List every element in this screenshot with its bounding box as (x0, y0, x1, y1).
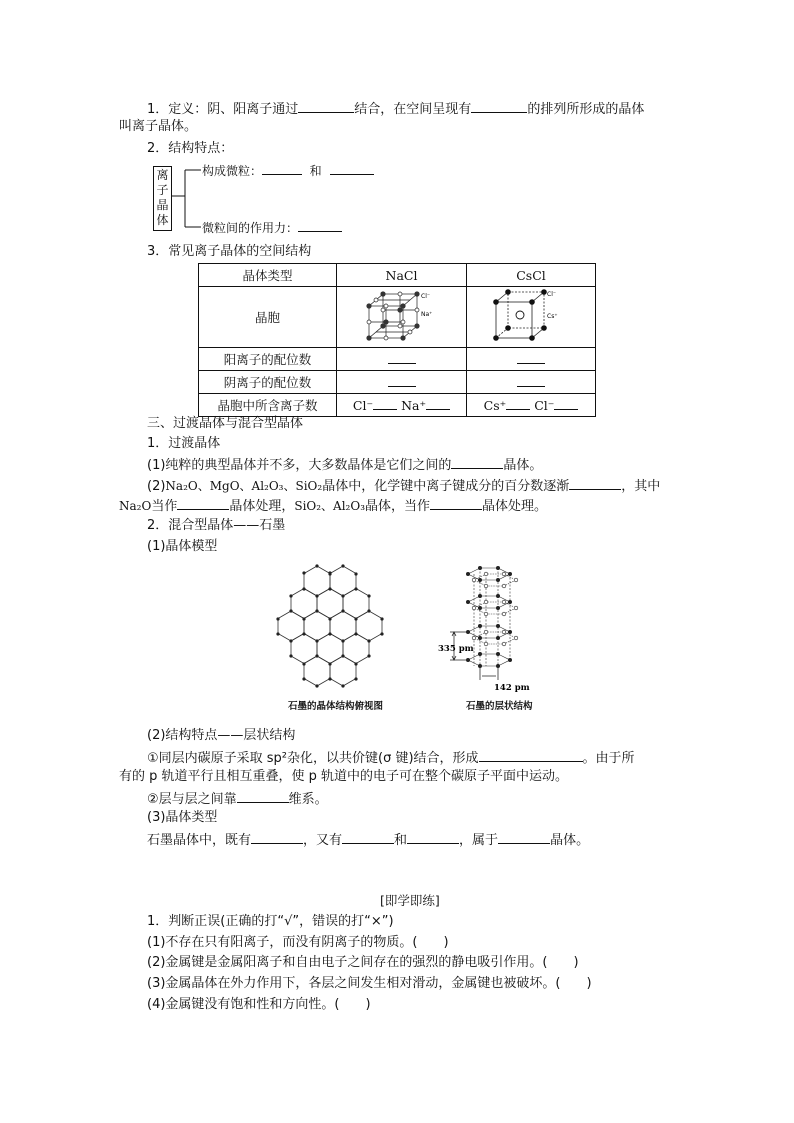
carbon-atom (341, 564, 344, 567)
carbon-atom (380, 632, 383, 635)
carbon-atom (302, 587, 305, 590)
carbon-atom (341, 594, 344, 597)
blank[interactable] (569, 477, 621, 490)
dim-335: 335 pm (438, 644, 474, 654)
section3-title: 3．常见离子晶体的空间结构 (147, 244, 312, 259)
carbon-atom (380, 617, 383, 620)
ionic-crystal-table (198, 263, 596, 417)
carbon-atom (354, 587, 357, 590)
nacl-cation-cell (337, 348, 467, 371)
and-label: 和 (309, 164, 322, 178)
transition-p3: Na₂O当作 晶体处理，SiO₂、Al₂O₃晶体，当作 晶体处理。 (119, 499, 548, 514)
part3-title: 三、过渡晶体与混合型晶体 (147, 416, 304, 431)
carbon-atom (341, 609, 344, 612)
carbon-atom (367, 594, 370, 597)
blank[interactable] (342, 831, 394, 844)
carbon-atom (367, 609, 370, 612)
hexagon (278, 611, 304, 641)
graphite-layer-image (438, 562, 548, 696)
hexagon (356, 611, 382, 641)
model-title: (1)晶体模型 (147, 539, 218, 554)
cscl-cation-cell (467, 348, 596, 371)
carbon-atom (302, 662, 305, 665)
carbon-atom (315, 639, 318, 642)
carbon-atom (367, 654, 370, 657)
structure-title: 2．结构特点： (147, 141, 234, 156)
carbon-atom (328, 617, 331, 620)
nacl-anion-cell (337, 371, 467, 394)
blank[interactable] (373, 397, 397, 410)
blank[interactable] (177, 497, 229, 510)
blank[interactable] (388, 351, 416, 364)
sec1-end: 的排列所形成的晶体 (527, 102, 645, 117)
graphite-title: 2．混合型晶体——石墨 (147, 518, 286, 533)
carbon-atom (315, 654, 318, 657)
carbon-atom (289, 654, 292, 657)
hexagon (330, 611, 356, 641)
carbon-atom (328, 571, 331, 574)
hexagon (343, 589, 369, 619)
cscl-lattice-image (486, 288, 576, 344)
blank[interactable] (471, 100, 527, 113)
nacl-lattice-image (357, 288, 447, 344)
blank[interactable] (298, 100, 354, 113)
blank[interactable] (506, 397, 530, 410)
item-2: (2)金属键是金属阳离子和自由电子之间存在的强烈的静电吸引作用。( ) (147, 955, 579, 970)
carbon-atom (354, 617, 357, 620)
carbon-atom (367, 639, 370, 642)
carbon-atom (328, 677, 331, 680)
layer-caption: 石墨的层状结构 (466, 701, 533, 712)
hexagon (291, 589, 317, 619)
carbon-atom (302, 632, 305, 635)
carbon-atom (328, 632, 331, 635)
carbon-atom (289, 609, 292, 612)
carbon-atom (302, 677, 305, 680)
blank[interactable] (330, 162, 374, 175)
hexagon (330, 656, 356, 686)
hexagon (304, 566, 330, 596)
hexagon (291, 634, 317, 664)
cscl-cl-label: Cl⁻ (547, 290, 557, 298)
header-cscl: CsCl (467, 264, 596, 287)
carbon-atom (341, 639, 344, 642)
blank[interactable] (407, 831, 459, 844)
particles-line (202, 162, 374, 179)
carbon-atom (276, 617, 279, 620)
hexagon (304, 611, 330, 641)
transition-p2: (2)Na₂O、MgO、Al₂O₃、SiO₂晶体中，化学键中离子键成分的百分数逐渐 ，其中 (147, 479, 661, 494)
feature-title: (2)结构特点——层状结构 (147, 728, 296, 743)
hexagon (343, 634, 369, 664)
carbon-atom (302, 571, 305, 574)
carbon-atom (354, 662, 357, 665)
definition-line (147, 100, 644, 118)
cscl-anion-cell (467, 371, 596, 394)
carbon-atom (341, 654, 344, 657)
blank[interactable] (426, 397, 450, 410)
blank[interactable] (554, 397, 578, 410)
nacl-count-cell: Cl⁻ Na⁺ (337, 394, 467, 417)
practice-title: [即学即练] (380, 893, 440, 908)
question-1: 1．判断正误(正确的打“√”，错误的打“×”) (147, 914, 394, 929)
carbon-atom (354, 677, 357, 680)
graphite-top-view-image (268, 562, 392, 692)
blank[interactable] (388, 374, 416, 387)
carbon-atom (354, 572, 357, 575)
blank[interactable] (237, 790, 289, 803)
feature-2: ②层与层之间靠 维系。 (147, 792, 328, 807)
carbon-atom (315, 684, 318, 687)
blank[interactable] (262, 162, 302, 175)
carbon-atom (328, 662, 331, 665)
header-nacl: NaCl (337, 264, 467, 287)
item-4: (4)金属键没有饱和性和方向性。( ) (147, 997, 371, 1012)
nacl-unit-cell (337, 287, 467, 348)
carbon-atom (315, 594, 318, 597)
carbon-atom (289, 594, 292, 597)
blank[interactable] (298, 219, 342, 232)
sec1-mid: 结合，在空间呈现有 (354, 102, 472, 117)
carbon-atom (315, 564, 318, 567)
type-line: 石墨晶体中，既有 ，又有 和 ，属于 晶体。 (147, 833, 590, 848)
transition-p1: (1)纯粹的典型晶体并不多，大多数晶体是它们之间的 晶体。 (147, 458, 543, 473)
header-type: 晶体类型 (199, 264, 337, 287)
row-ion-count: 晶胞中所含离子数 (199, 394, 337, 417)
feature-1: ①同层内碳原子采取 sp²杂化，以共价键(σ 键)结合，形成 。由于所 (147, 751, 635, 766)
item-1: (1)不存在只有阳离子，而没有阴离子的物质。( ) (147, 935, 449, 950)
cscl-cs-label: Cs⁺ (547, 312, 558, 320)
definition-line-2: 叫离子晶体。 (119, 119, 198, 134)
type-title: (3)晶体类型 (147, 810, 218, 825)
force-label: 微粒间的作用力： (202, 221, 299, 235)
brace-label: 离子晶体 (153, 166, 172, 231)
row-unit-cell: 晶胞 (199, 287, 337, 348)
carbon-atom (315, 609, 318, 612)
dim-142: 142 pm (494, 683, 530, 693)
carbon-atom (328, 587, 331, 590)
carbon-atom (341, 684, 344, 687)
transition-title: 1．过渡晶体 (147, 436, 221, 451)
blank[interactable] (430, 497, 482, 510)
blank[interactable] (479, 749, 583, 762)
blank[interactable] (517, 374, 545, 387)
nacl-na-label: Na⁺ (420, 310, 432, 318)
blank[interactable] (498, 831, 550, 844)
hexagon (304, 656, 330, 686)
cscl-unit-cell (467, 287, 596, 348)
force-line (202, 219, 342, 236)
blank[interactable] (451, 456, 503, 469)
item-3: (3)金属晶体在外力作用下，各层之间发生相对滑动，金属键也被破坏。( ) (147, 976, 592, 991)
sec1-label: 定义：阴、阳离子通过 (168, 102, 299, 117)
carbon-atom (354, 632, 357, 635)
hexagon (317, 634, 343, 664)
feature-1-cont: 有的 p 轨道平行且相互重叠，使 p 轨道中的电子可在整个碳原子平面中运动。 (119, 769, 569, 784)
carbon-atom (302, 617, 305, 620)
particles-label: 构成微粒： (202, 164, 263, 178)
row-anion-coord: 阴离子的配位数 (199, 371, 337, 394)
row-cation-coord: 阳离子的配位数 (199, 348, 337, 371)
blank[interactable] (517, 351, 545, 364)
top-view-caption: 石墨的晶体结构俯视图 (288, 701, 384, 712)
carbon-atom (276, 632, 279, 635)
cscl-count-cell: Cs⁺ Cl⁻ (467, 394, 596, 417)
nacl-cl-label: Cl⁻ (420, 292, 430, 300)
hexagon (330, 566, 356, 596)
hexagon (317, 589, 343, 619)
carbon-atom (289, 639, 292, 642)
blank[interactable] (251, 831, 303, 844)
sec1-number: 1． (147, 102, 169, 117)
